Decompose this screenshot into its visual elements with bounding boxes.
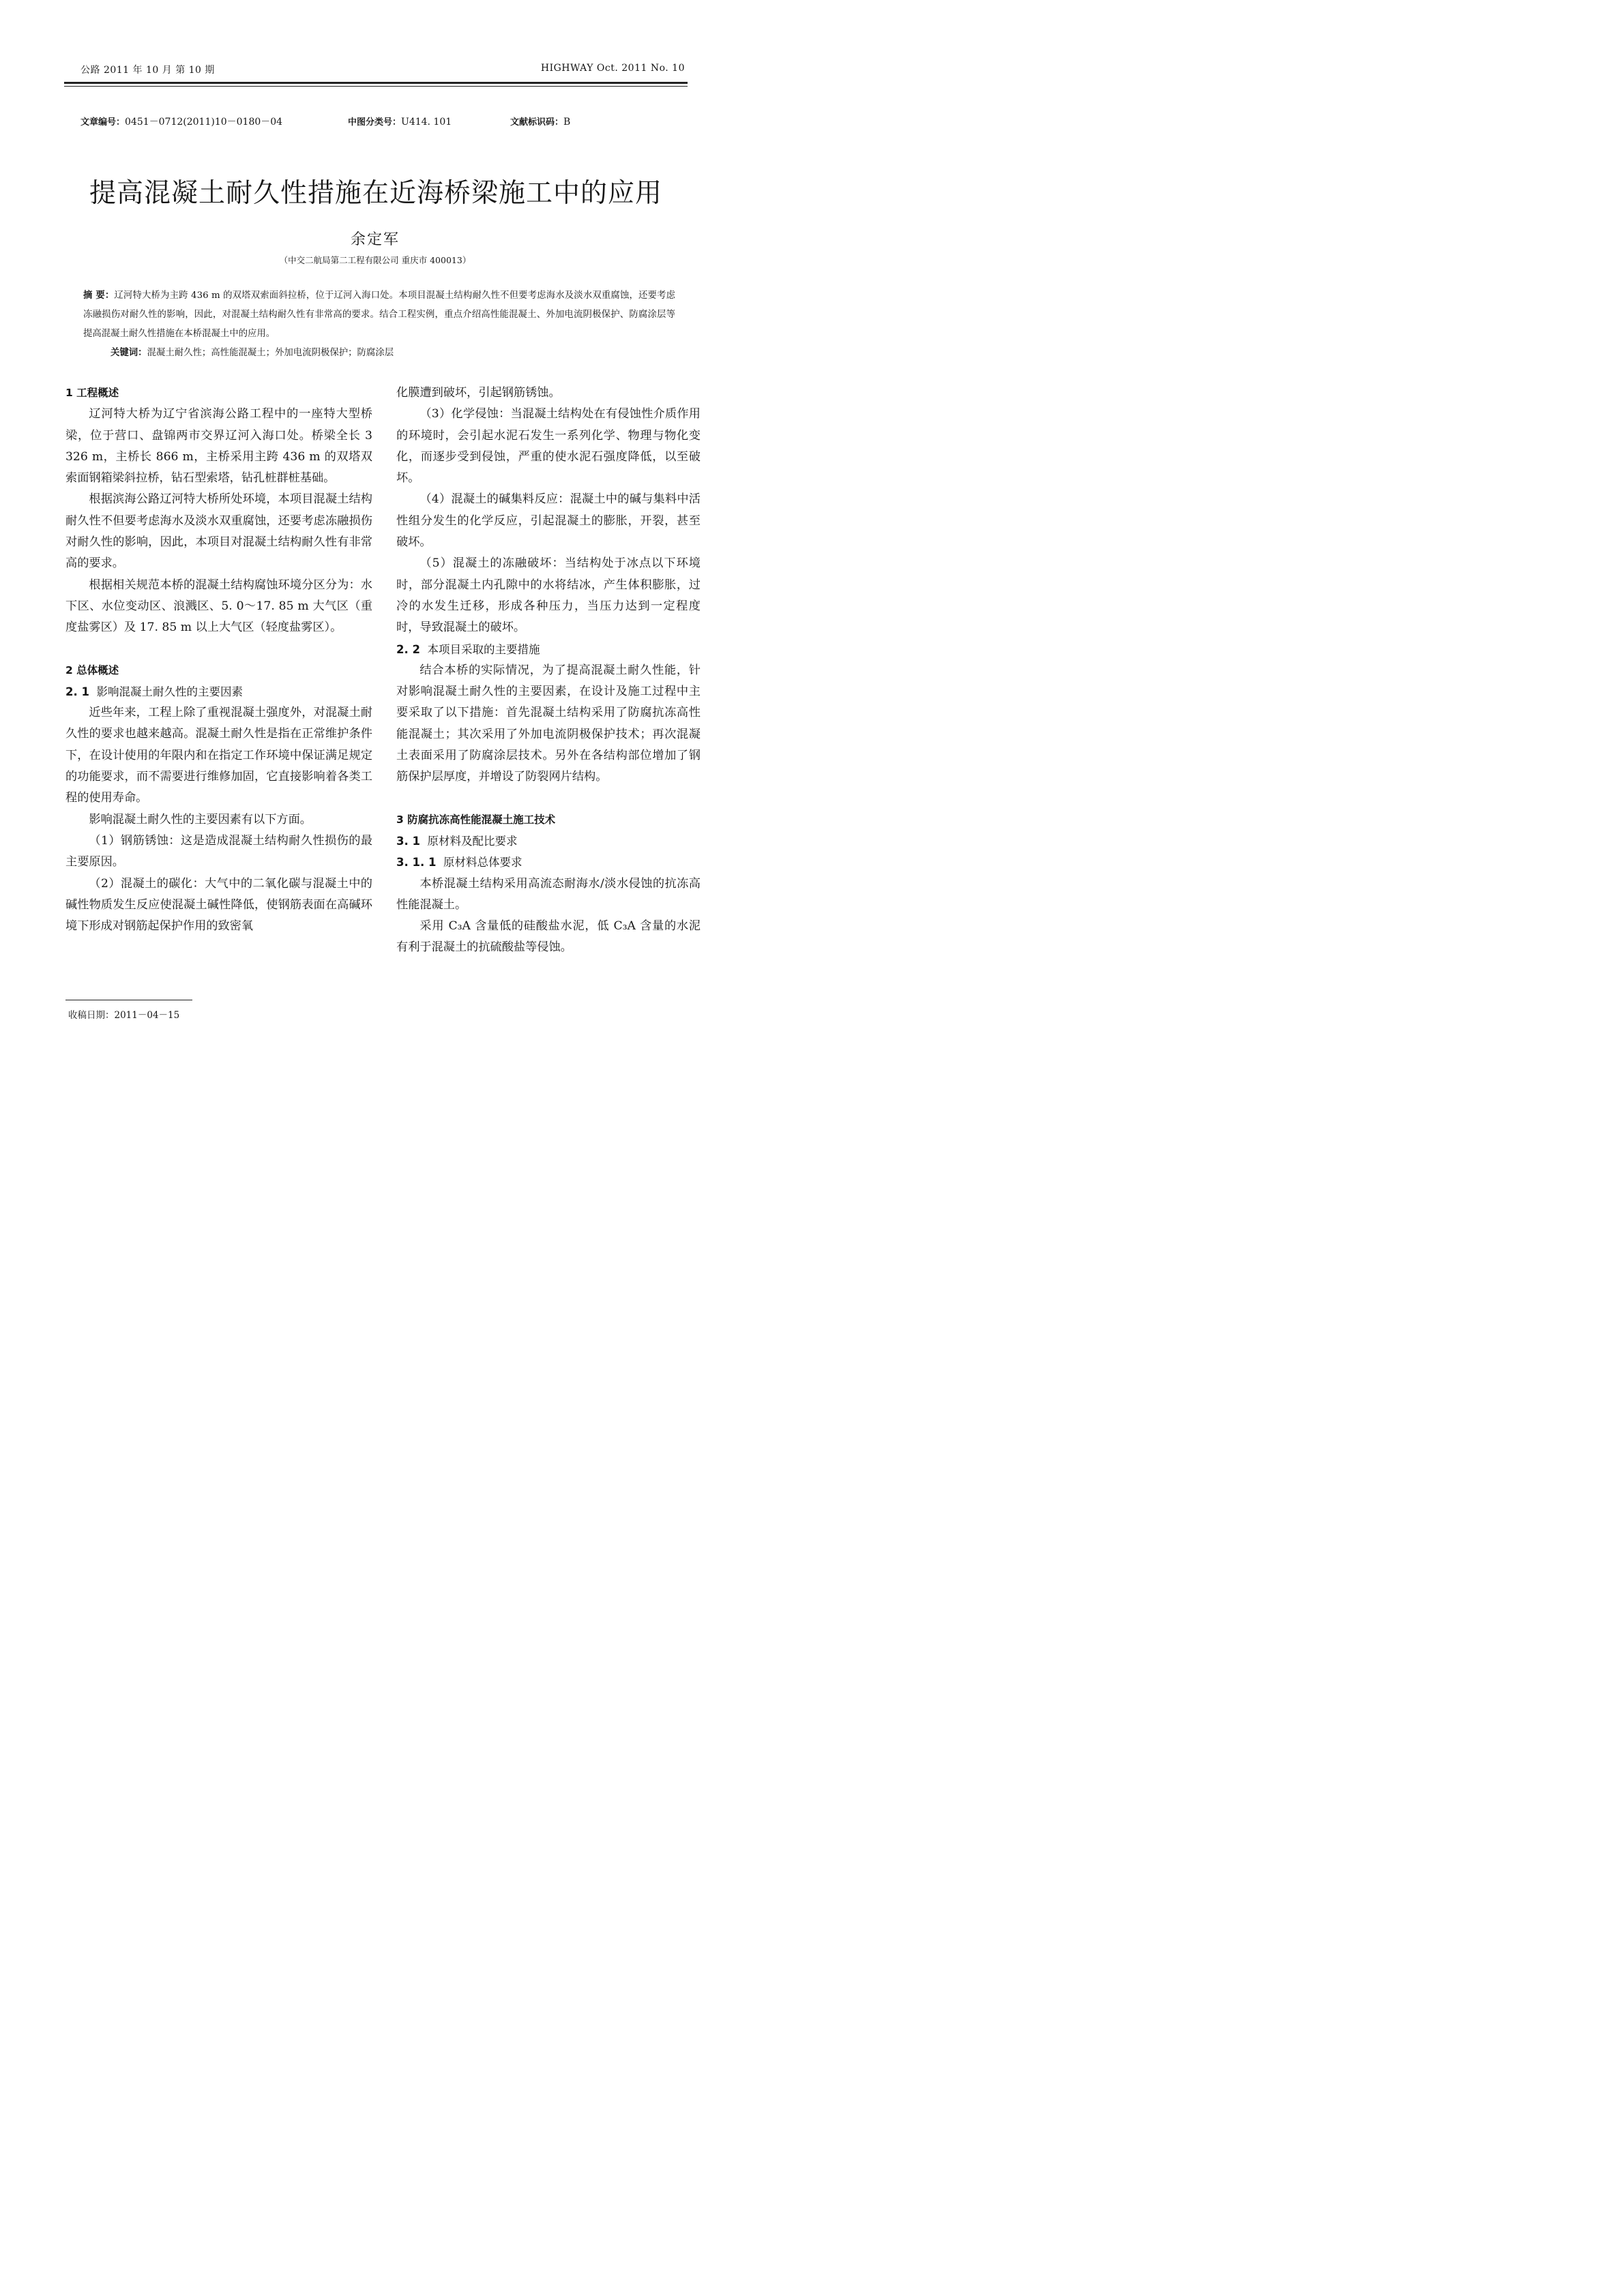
- list-item-1: （1）钢筋锈蚀：这是造成混凝土结构耐久性损伤的最主要原因。: [65, 833, 372, 869]
- paragraph: 根据滨海公路辽河特大桥所处环境，本项目混凝土结构耐久性不但要考虑海水及淡水双重腐蚀，还要考虑冻融损伤对耐久性的影响，因此，本项目对混凝土结构耐久性有非常高的要求。: [65, 492, 372, 571]
- subsection-3-1-heading: [396, 831, 701, 852]
- keywords: [111, 345, 683, 358]
- article-number-label: 文章编号：: [80, 117, 126, 128]
- section-spacer: [65, 639, 372, 660]
- abstract-label: 摘 要：: [83, 290, 115, 301]
- subsection-number: 3. 1: [396, 834, 420, 848]
- subsection-title: 原材料总体要求: [443, 856, 522, 869]
- document-code-label: 文献标识码：: [510, 117, 564, 128]
- journal-header-left: 公路 2011 年 10 月 第 10 期: [80, 65, 215, 76]
- subsection-title: 本项目采取的主要措施: [427, 642, 540, 656]
- list-item-2: （2）混凝土的碳化：大气中的二氧化碳与混凝土中的碱性物质发生反应使混凝土碱性降低，使钢筋表面在高碱环境下形成对钢筋起保护作用的致密氧: [65, 876, 372, 934]
- paper-title: 提高混凝土耐久性措施在近海桥梁施工中的应用: [89, 178, 662, 209]
- list-item-3: （3）化学侵蚀：当混凝土结构处在有侵蚀性介质作用的环境时，会引起水泥石发生一系列化学、物理与物化变化，而逐步受到侵蚀，严重的使水泥石强度降低，以至破坏。: [396, 407, 701, 486]
- paragraph: 根据相关规范本桥的混凝土结构腐蚀环境分区分为：水下区、水位变动区、浪溅区、5. 0～17. 85 m 大气区（重度盐雾区）及 17. 85 m 以上大气区（轻度盐雾区）。: [65, 578, 372, 635]
- keywords-label: 关键词：: [111, 348, 147, 358]
- subsection-3-1-1-heading: [396, 852, 701, 873]
- received-date-footnote: 收稿日期：2011－04－15: [68, 1010, 180, 1021]
- paragraph-continued: 化膜遭到破坏，引起钢筋锈蚀。: [396, 386, 561, 400]
- clc-label: 中图分类号：: [348, 117, 402, 128]
- list-item-5: （5）混凝土的冻融破坏：当结构处于冰点以下环境时，部分混凝土内孔隙中的水将结冰，产生体积膨胀，过冷的水发生迁移，形成各种压力，当压力达到一定程度时，导致混凝土的破坏。: [396, 556, 701, 635]
- list-item-4: （4）混凝土的碱集料反应：混凝土中的碱与集料中活性组分发生的化学反应，引起混凝土的膨胀，开裂，甚至破坏。: [396, 492, 701, 550]
- paragraph: 辽河特大桥为辽宁省滨海公路工程中的一座特大型桥梁，位于营口、盘锦两市交界辽河入海口处。桥梁全长 3 326 m，主桥长 866 m，主桥采用主跨 436 m 的双塔双索面钢箱梁斜拉桥，钻石型索塔，钻孔桩群桩基础。: [65, 407, 372, 486]
- document-code: [510, 115, 570, 128]
- subsection-2-1-heading: [65, 681, 372, 702]
- section-3-heading: 3 防腐抗冻高性能混凝土施工技术: [396, 813, 556, 826]
- clc-number: [348, 115, 452, 128]
- journal-header-right: HIGHWAY Oct. 2011 No. 10: [540, 63, 685, 74]
- subsection-number: 2. 2: [396, 642, 420, 656]
- header-rule-thick: [64, 82, 688, 84]
- keywords-text: 混凝土耐久性；高性能混凝土；外加电流阴极保护；防腐涂层: [147, 348, 394, 358]
- author-affiliation: （中交二航局第二工程有限公司 重庆市 400013）: [279, 255, 471, 265]
- section-spacer: [396, 788, 701, 809]
- subsection-number: 2. 1: [65, 685, 89, 698]
- section-2-heading: 2 总体概述: [65, 664, 119, 676]
- abstract-text: 辽河特大桥为主跨 436 m 的双塔双索面斜拉桥，位于辽河入海口处。本项目混凝土结构耐久性不但要考虑海水及淡水双重腐蚀，还要考虑冻融损伤对耐久性的影响，因此，对混凝土结构耐久性有非常高的要求。结合工程实例，重点介绍高性能混凝土、外加电流阴极保护、防腐涂层等提高混凝土耐久性措施在本桥混凝土中的应用。: [83, 290, 675, 339]
- subsection-title: 原材料及配比要求: [427, 834, 518, 848]
- clc-value: U414. 101: [401, 117, 452, 128]
- abstract: [83, 286, 675, 344]
- author-name: 余定军: [350, 231, 400, 248]
- article-number: [80, 115, 282, 128]
- right-column: [396, 383, 701, 959]
- paragraph: 影响混凝土耐久性的主要因素有以下方面。: [89, 812, 312, 826]
- document-code-value: B: [563, 117, 571, 128]
- subsection-number: 3. 1. 1: [396, 856, 437, 869]
- left-column: [65, 383, 372, 937]
- paragraph: 采用 C₃A 含量低的硅酸盐水泥，低 C₃A 含量的水泥有利于混凝土的抗硫酸盐等侵蚀。: [396, 919, 701, 955]
- header-rule-thin: [64, 86, 688, 87]
- paragraph: 结合本桥的实际情况，为了提高混凝土耐久性能，针对影响混凝土耐久性的主要因素，在设计及施工过程中主要采取了以下措施：首先混凝土结构采用了防腐抗冻高性能混凝土；其次采用了外加电流阴极保护技术；再次混凝土表面采用了防腐涂层技术。另外在各结构部位增加了钢筋保护层厚度，并增设了防裂网片结构。: [396, 663, 701, 784]
- paragraph: 近些年来，工程上除了重视混凝土强度外，对混凝土耐久性的要求也越来越高。混凝土耐久性是指在正常维护条件下，在设计使用的年限内和在指定工作环境中保证满足规定的功能要求，而不需要进行维修加固，它直接影响着各类工程的使用寿命。: [65, 706, 372, 805]
- paragraph: 本桥混凝土结构采用高流态耐海水/淡水侵蚀的抗冻高性能混凝土。: [396, 876, 701, 912]
- subsection-title: 影响混凝土耐久性的主要因素: [96, 685, 243, 698]
- article-number-value: 0451－0712(2011)10－0180－04: [125, 117, 283, 128]
- subsection-2-2-heading: [396, 639, 701, 660]
- section-1-heading: 1 工程概述: [65, 387, 119, 399]
